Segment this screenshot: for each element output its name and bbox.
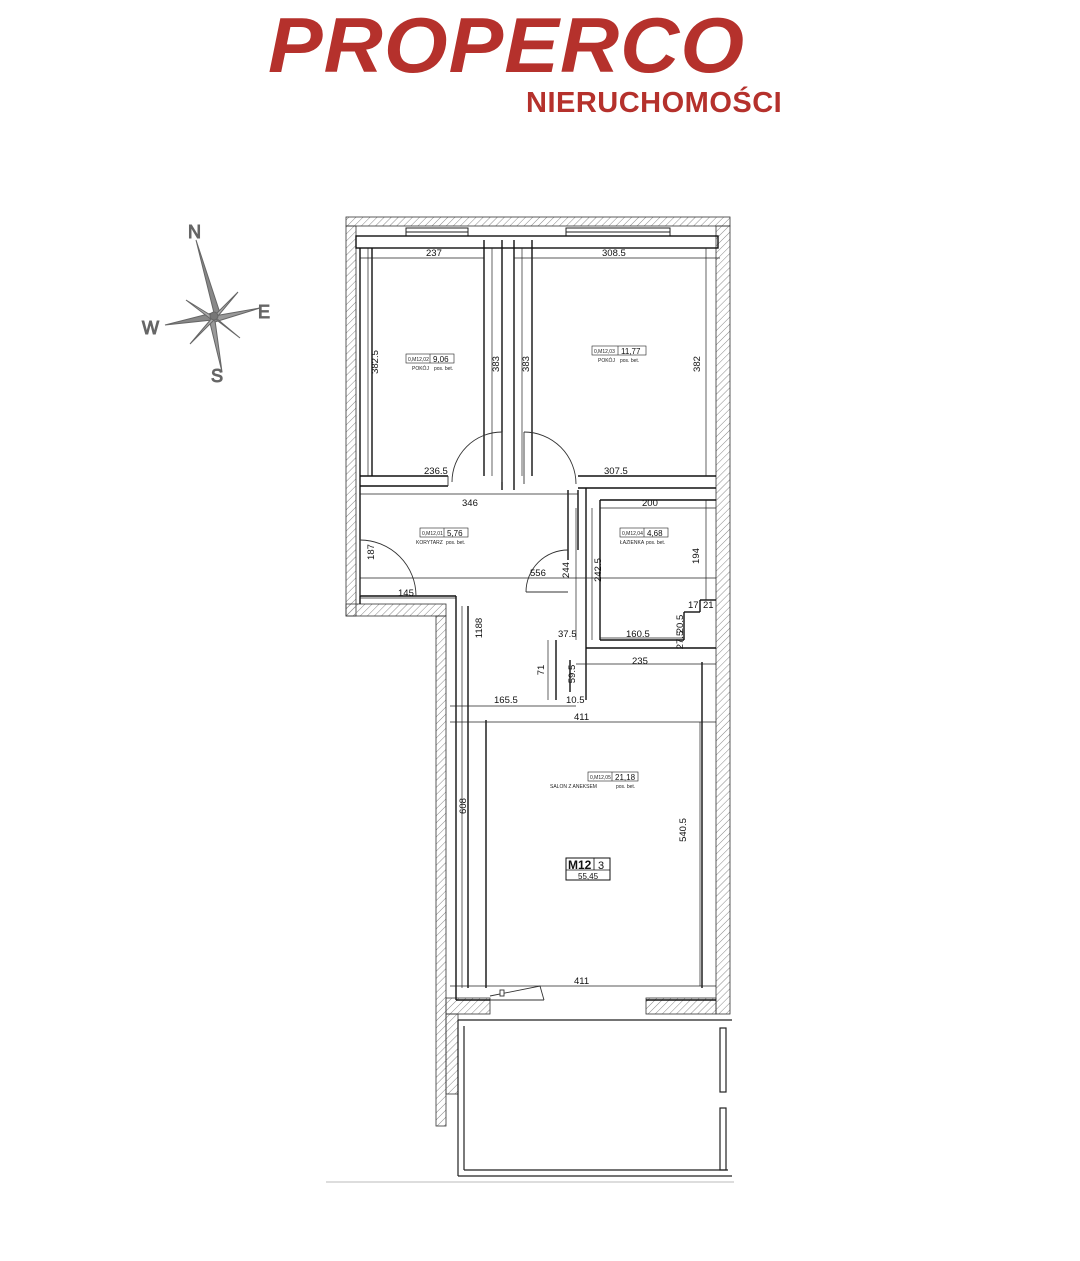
- room-code: 0,M12,02: [408, 357, 429, 363]
- room-area: 5,76: [447, 529, 463, 538]
- dim-label: 71: [536, 664, 547, 676]
- dim-label: 20.5: [675, 614, 686, 634]
- room-label-salon: [550, 772, 638, 790]
- room-area: 11,77: [621, 347, 641, 356]
- dim-label: 346: [462, 498, 478, 509]
- interior-walls: [356, 236, 718, 1000]
- logo-subtitle-text: NIERUCHOMOŚCI: [526, 87, 783, 119]
- dim-label: 37.5: [558, 629, 577, 640]
- dim-label: 411: [574, 712, 590, 723]
- dim-label: 242.5: [593, 558, 604, 582]
- dim-label: 145: [398, 588, 414, 599]
- dim-label: 21: [703, 600, 714, 611]
- dim-label: 383: [521, 356, 532, 372]
- dim-label: 10.5: [566, 695, 585, 706]
- compass-w-label: W: [142, 318, 159, 338]
- room-area: 21,18: [615, 773, 636, 782]
- room-finish: pos. bet.: [620, 358, 640, 364]
- room-code: 0,M12,05: [590, 775, 611, 781]
- balcony: [326, 1020, 734, 1182]
- unit-tag: [566, 858, 610, 881]
- room-area: 9,06: [433, 355, 449, 364]
- room-finish: pos. bet.: [646, 540, 666, 546]
- dim-label: 17: [688, 600, 699, 611]
- room-label-pokoj-2: [592, 346, 646, 364]
- dim-label: 540.5: [678, 818, 689, 842]
- compass-s-label: S: [211, 366, 224, 386]
- unit-area: 55,45: [578, 872, 599, 881]
- dim-label: 27.5: [675, 630, 686, 650]
- compass-e-label: E: [258, 302, 271, 322]
- dim-label: 200: [642, 498, 658, 509]
- dim-label: 59.5: [567, 664, 578, 684]
- dim-label: 383: [491, 356, 502, 372]
- dim-label: 308.5: [602, 248, 626, 259]
- dim-label: 160.5: [626, 629, 650, 640]
- dim-label: 187: [366, 544, 377, 560]
- dim-label: 194: [691, 548, 702, 564]
- room-name: KORYTARZ: [416, 540, 443, 546]
- room-finish: pos. bet.: [434, 366, 454, 372]
- dim-label: 307.5: [604, 466, 628, 477]
- compass-rose-icon: [142, 222, 270, 386]
- room-code: 0,M12,03: [594, 349, 615, 355]
- windows: [406, 228, 670, 236]
- dim-label: 608: [458, 798, 469, 814]
- unit-room-count: 3: [598, 860, 605, 872]
- room-name: POKÓJ: [598, 358, 615, 364]
- room-finish: pos. bet.: [616, 784, 636, 790]
- logo-brand-text: PROPERCO: [268, 1, 746, 89]
- dim-label: 165.5: [494, 695, 518, 706]
- compass-n-label: N: [188, 222, 201, 242]
- room-finish: pos. bet.: [446, 540, 466, 546]
- room-name: POKÓJ: [412, 366, 429, 372]
- dim-label: 244: [561, 562, 572, 578]
- room-name: ŁAZIENKA: [620, 540, 645, 546]
- room-label-lazienka: [620, 528, 668, 546]
- dim-label: 1188: [474, 617, 485, 639]
- dim-label: 236.5: [424, 466, 448, 477]
- dim-label: 235: [632, 656, 648, 667]
- unit-id: M12: [568, 858, 592, 872]
- room-label-pokoj-1: [406, 354, 454, 372]
- room-code: 0,M12,01: [422, 531, 443, 537]
- dim-label: 237: [426, 248, 442, 259]
- room-label-korytarz: [416, 528, 468, 546]
- dim-label: 411: [574, 976, 590, 987]
- room-name: SALON Z ANEKSEM: [550, 784, 597, 790]
- dim-label: 382: [692, 356, 703, 372]
- room-code: 0,M12,04: [622, 531, 643, 537]
- dim-label: 556: [530, 568, 546, 579]
- room-area: 4,68: [647, 529, 663, 538]
- dim-label: 382.5: [370, 350, 381, 374]
